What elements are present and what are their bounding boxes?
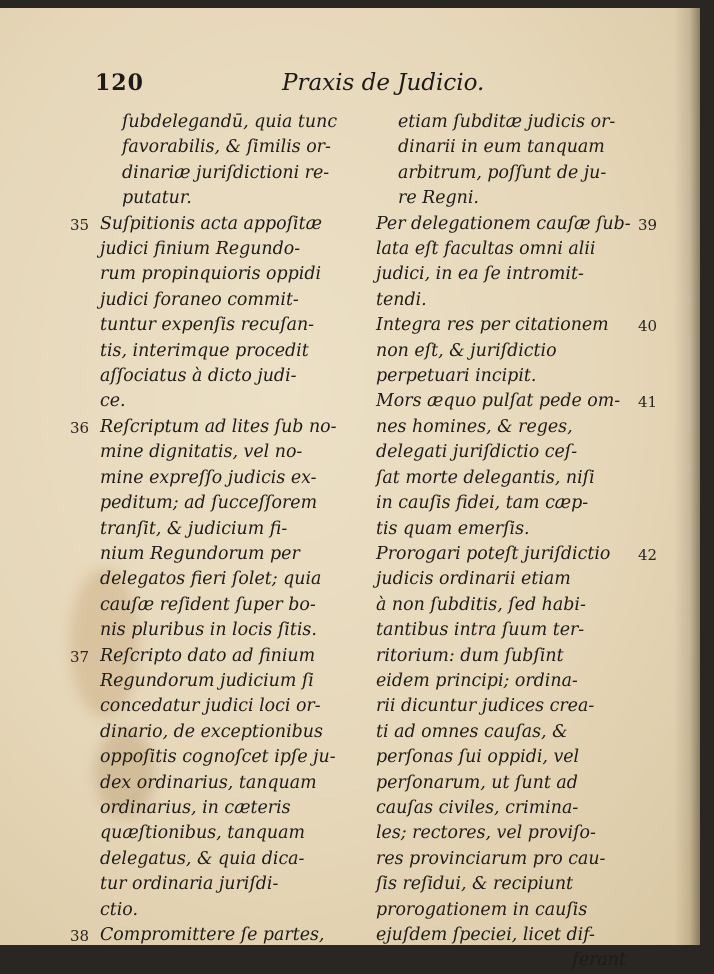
page-header (0, 70, 700, 104)
entry-number: 39 (638, 215, 658, 234)
entry-number: 37 (70, 647, 90, 666)
entry-text: Integra res per citationem non eſt, & juriſdictio perpetuari incipit. (376, 315, 609, 387)
left-column (70, 110, 362, 948)
entry-number: 38 (70, 927, 90, 945)
list-item (376, 313, 658, 389)
list-item (376, 542, 658, 949)
continuation-text: ſubdelegandū, quia tunc favorabilis, & ſimilis or- dinariæ juriſdictioni re- putatur. (122, 112, 338, 209)
entry-text: Reſcriptum ad lites ſub no- mine dignitatis, vel no- mine expreſſo judicis ex- peditum; ad ſucceſſorem tranſit, & judicium fi- nium Regundorum per delegatos fieri ſolet; quia cauſæ reſident ſuper bo- nis pluribus in locis ſitis. (100, 416, 337, 641)
entry-text: Prorogari poteſt juriſdictio judicis ordinarii etiam à non ſubditis, ſed habi- tantibus intra ſuum ter- ritorium: dum ſubſint eidem principi; ordina- rii dicuntur judices crea- ti ad omnes cauſas, & perſonas ſui oppidi, vel perſonarum, ut ſunt ad cauſas civiles, crimina- les; rectores, vel proviſo- res provinciarum pro cau- ſis reſidui, & recipiunt prorogationem in cauſis ejuſdem ſpeciei, licet dif- (376, 543, 611, 945)
entry-text: Compromittere ſe partes, (100, 925, 325, 945)
entry-text: Suſpitionis acta appoſitæ judici finium Regundo- rum propinquioris oppidi judici foraneo commit- tuntur expenſis recuſan- tis, interimque procedit aſſociatus à dicto judi- ce. (100, 213, 322, 412)
list-item (376, 389, 658, 541)
running-title: Praxis de Judicio. (282, 70, 485, 96)
list-item (70, 923, 362, 948)
entry-number: 41 (638, 393, 658, 412)
list-item (70, 644, 362, 923)
entry-text: Reſcripto dato ad finium Regundorum judicium ſi concedatur judici loci or- dinario, de exceptionibus oppoſitis cognoſcet ipſe ju- dex ordinarius, tanquam ordinarius, in cæteris quæſtionibus, tanquam delegatus, & quia dica- tur ordinaria juriſdi- ctio. (100, 645, 336, 920)
catchword: ferant (572, 950, 626, 971)
page-number: 120 (95, 70, 144, 96)
list-item (70, 212, 362, 415)
entry-number: 35 (70, 215, 90, 234)
entry-number: 42 (638, 545, 658, 564)
continuation-text: etiam ſubditæ judicis or- dinarii in eum tanquam arbitrum, poſſunt de ju- re Regni. (398, 112, 616, 209)
list-item (376, 212, 658, 314)
book-page (0, 8, 700, 971)
entry-text: Per delegationem cauſæ ſub- lata eſt facultas omni alii judici, in ea ſe intromit- tendi. (376, 213, 631, 310)
right-column (376, 110, 658, 974)
entry-number: 40 (638, 317, 658, 336)
entry-number: 36 (70, 418, 90, 437)
list-item (70, 415, 362, 644)
page-gutter (674, 8, 700, 945)
entry-text: Mors æquo pulſat pede om- nes homines, & reges, delegati juriſdictio ceſ- ſat morte delegantis, niſi in cauſis fidei, tam cæp- tis quam emerſis. (376, 391, 621, 539)
